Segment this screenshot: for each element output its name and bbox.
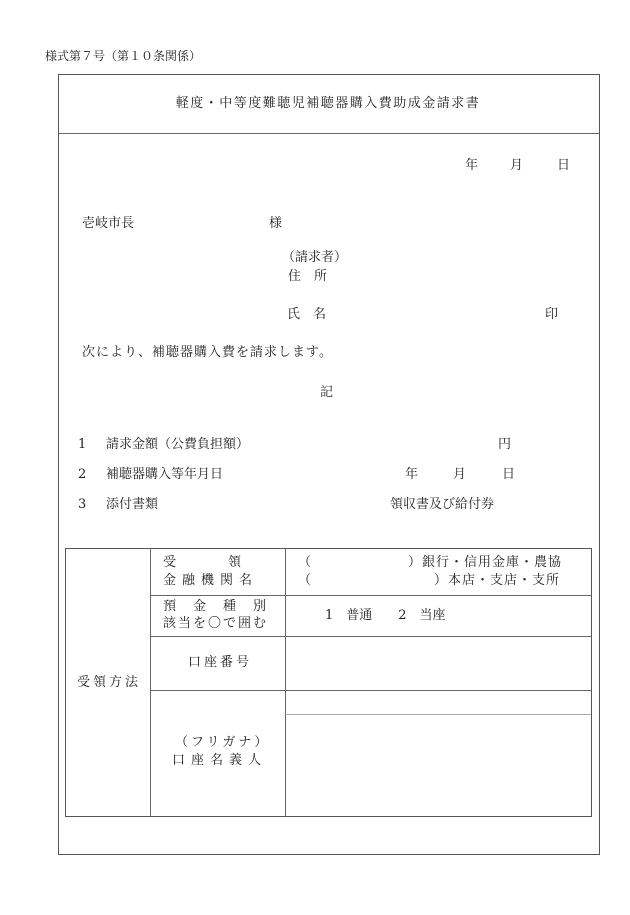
deposit-type-label: 預 金 種 別 bbox=[163, 599, 269, 614]
purchase-month: 月 bbox=[453, 467, 467, 482]
form-number: 様式第７号（第１０条関係） bbox=[45, 49, 202, 63]
addressee-name: 壱岐市長 bbox=[82, 216, 135, 231]
receipt-method-label: 受領方法 bbox=[77, 675, 142, 690]
amount-unit: 円 bbox=[498, 437, 512, 452]
branch-paren: （ bbox=[298, 573, 312, 588]
kana-field[interactable] bbox=[286, 691, 590, 713]
form-title: 軽度・中等度難聴児補聴器購入費助成金請求書 bbox=[175, 96, 481, 111]
requester-address-label: 住 所 bbox=[288, 269, 328, 284]
kana-label: （フリガナ） bbox=[175, 735, 271, 750]
item-number: 3 bbox=[78, 497, 87, 512]
bank-type-options[interactable]: ）銀行・信用金庫・農協 bbox=[408, 555, 563, 570]
item-label: 添付書類 bbox=[106, 497, 159, 512]
requester-label: （請求者） bbox=[282, 250, 348, 265]
bank-label: 金融機関名 bbox=[163, 573, 259, 588]
account-number-field[interactable] bbox=[286, 637, 590, 689]
deposit-type-note: 該当を〇で囲む bbox=[163, 616, 269, 631]
row-divider bbox=[150, 595, 591, 596]
bank-paren: （ bbox=[298, 555, 312, 570]
account-number-label: 口座番号 bbox=[188, 655, 253, 670]
addressee-honorific: 様 bbox=[269, 216, 283, 231]
date-day: 日 bbox=[557, 158, 571, 173]
deposit-type-options[interactable]: 1 普通 2 当座 bbox=[325, 608, 446, 623]
account-holder-label: 口座名義人 bbox=[172, 753, 268, 768]
item-label: 補聴器購入等年月日 bbox=[106, 467, 224, 482]
purchase-day: 日 bbox=[502, 467, 516, 482]
title-divider bbox=[58, 133, 599, 134]
item-label: 請求金額（公費負担額） bbox=[106, 437, 250, 452]
seal-mark: 印 bbox=[545, 307, 559, 322]
item-number: 2 bbox=[78, 467, 87, 482]
branch-type-options[interactable]: ）本店・支店・支所 bbox=[434, 573, 561, 588]
date-year: 年 bbox=[465, 158, 479, 173]
attachments-value: 領収書及び給付券 bbox=[390, 497, 495, 512]
bank-label: 受 領 bbox=[163, 555, 242, 570]
ki-heading: 記 bbox=[320, 385, 334, 400]
date-month: 月 bbox=[510, 158, 524, 173]
purchase-year: 年 bbox=[405, 467, 419, 482]
account-holder-field[interactable] bbox=[286, 715, 590, 814]
item-number: 1 bbox=[78, 437, 87, 452]
col-divider bbox=[150, 548, 151, 816]
statement: 次により、補聴器購入費を請求します。 bbox=[82, 345, 333, 360]
requester-name-label: 氏 名 bbox=[287, 307, 327, 322]
